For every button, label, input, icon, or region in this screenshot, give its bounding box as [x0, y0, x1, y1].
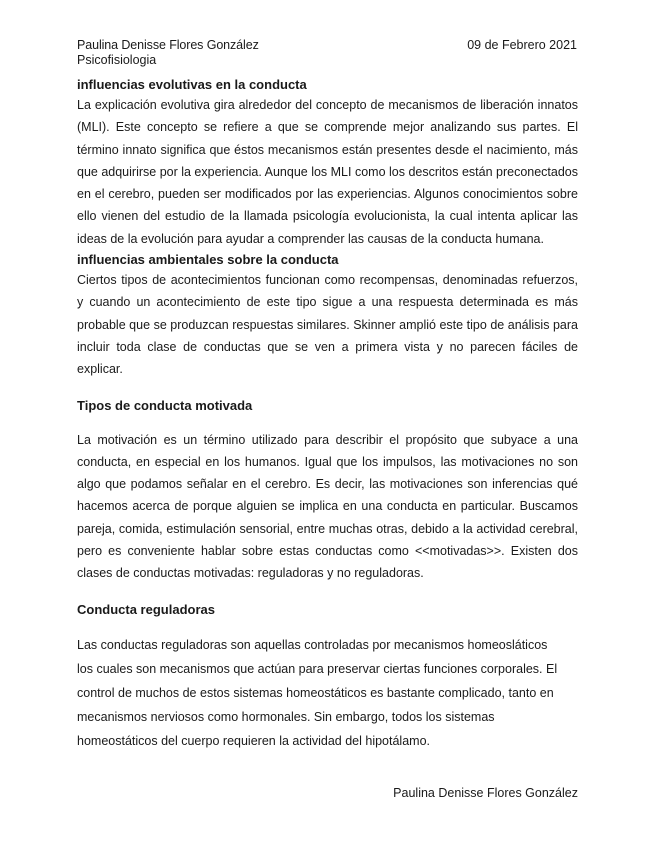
header-author: Paulina Denisse Flores González [77, 38, 259, 52]
section-body-motivada: La motivación es un término utilizado para describir el propósito que subyace a una conducta, en especial en los humanos. Igual que los impulsos, las motivaciones no son algo que podamos señalar en el cerebro. Es decir, las motivaciones son inferencias qué hacemos acerca de porque alguien se implica en una conducta en particular. Buscamos pareja, comida, estimulación sensorial, entre muchas otras, debido a la actividad cerebral, pero es conveniente hablar sobre estas conductas como <<motivadas>>. Existen dos clases de conductas motivadas: reguladoras y no reguladoras. [77, 432, 578, 581]
header-subject: Psicofisiologia [77, 53, 157, 67]
section-body-ambientales: Ciertos tipos de acontecimientos funcionan como recompensas, denominadas refuerzos, y cuando un acontecimiento de este tipo sigue a una respuesta determinada es más probable que se produzcan respuestas similares. Skinner amplió este tipo de análisis para incluir toda clase de conductas que se ven a primera vista y no parecen fáciles de explicar. [77, 273, 578, 377]
body-line: Las conductas reguladoras son aquellas controladas por mecanismos homeosláticos [77, 637, 548, 652]
body-line: mecanismos nerviosos como hormonales. Sin embargo, todos los sistemas [77, 709, 495, 724]
body-line: homeostáticos del cuerpo requieren la actividad del hipotálamo. [77, 733, 430, 748]
body-line: control de muchos de estos sistemas homeostáticos es bastante complicado, tanto en [77, 685, 554, 700]
document-body [77, 76, 578, 753]
footer-author: Paulina Denisse Flores González [393, 786, 578, 800]
section-body-reguladoras [77, 633, 578, 753]
section-heading-evolutivas: influencias evolutivas en la conducta [77, 77, 307, 92]
body-line: los cuales son mecanismos que actúan para preservar ciertas funciones corporales. El [77, 661, 558, 676]
section-heading-reguladoras: Conducta reguladoras [77, 601, 215, 617]
section-heading-motivada: Tipos de conducta motivada [77, 397, 253, 413]
section-body-evolutivas: La explicación evolutiva gira alrededor del concepto de mecanismos de liberación innatos (MLI). Este concepto se refiere a que se comprende mejor analizando sus partes. El término innato significa que éstos mecanismos están presentes desde el nacimiento, más que adquirirse por la experiencia. Aunque los MLI como los descritos están preconectados en el cerebro, pueden ser modificados por las experiencias. Algunos conocimientos sobre ello vienen del estudio de la llamada psicología evolucionista, la cual intenta aplicar las ideas de la evolución para ayudar a comprender las causas de la conducta humana. [77, 98, 578, 246]
header-date: 09 de Febrero 2021 [467, 38, 577, 52]
section-heading-ambientales: influencias ambientales sobre la conducta [77, 252, 339, 268]
